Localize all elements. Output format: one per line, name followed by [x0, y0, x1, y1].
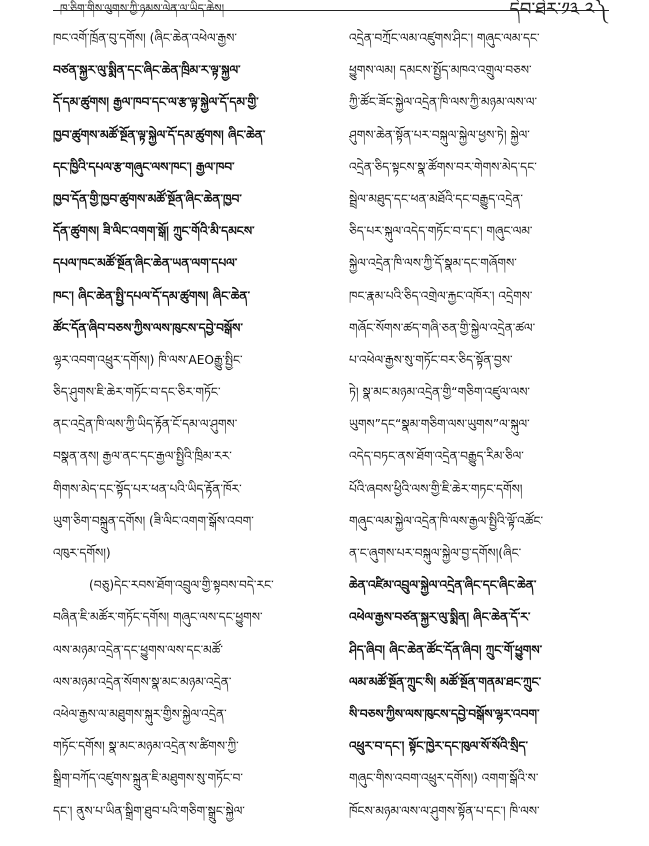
text-line: གིགས་མེད་དང་སྟོད་པར་ཕན་པའི་ཡིད་རྟོན་ཁོར་	[53, 481, 242, 496]
text-line: དོ་དམ་ཚུགས། རྒྱལ་ཁབ་དང་ལ་རྩ་ལྟ་སྐྱེལ་དོ་དམ་གྱི་	[53, 95, 259, 110]
text-line: གཞུང་ལམ་སྐྱེལ་འདྲེན་ཁི་ལས་རྒྱལ་སྤྱིའི་ལྟོ་འཚོང་	[349, 513, 544, 528]
text-line: བསྣན་ནས། རྒྱལ་ནང་དང་རྒྱལ་སྤྱིའི་ཁྲིམ་རར་	[53, 449, 232, 464]
text-line: ཡུགས”དང“སྣམ་གཅིག་ལས་ཡུགས”ལ་སྐུལ་	[349, 417, 530, 432]
text-line: ཏེ། སྣ་མང་མཉམ་འདྲེན་གྱི“གཅིག་འཛུལ་ལས་	[349, 385, 530, 400]
text-line: གཏོང་དགོས། སྣ་མང་མཉམ་འདྲེན་ས་ཚིགས་ཀྱི་	[53, 739, 239, 754]
text-line: གཞོང་སོགས་ཚད་གཞི་ཅན་གྱི་སྐྱེལ་འདྲེན་ཚལ་	[349, 320, 536, 335]
text-line: དང་། ནུས་པ་ཡིན་སྒྲིག་ཐུབ་པའི་གཅིག་སྒྲུང་སྐྱེལ་	[53, 803, 245, 818]
text-line: ལས་མཉམ་འདྲེན་དང་ཕྱུགས་ལས་དང་མཚོ་	[53, 642, 223, 657]
text-line: (བཅུ)དེང་རབས་ཐོག་འབྲུལ་གྱི་སྟབས་བདེ་རང་	[89, 578, 274, 593]
text-line: ཤིད་ཞིབ། ཞིང་ཆེན་ཚོང་དོན་ཞིབ། ཀྲུང་གོ་ཕྱུགས་	[349, 642, 543, 657]
text-line: འཁུར་དགོས།)	[53, 546, 111, 560]
text-line: དང་ཁྱིའི་དཔལ་རྩ་གཞུང་ལས་ཁང་། རྒྱལ་ཁབ་	[53, 159, 235, 174]
text-line: ལམ་མཚོ་སྔོན་ཀྲུང་སི། མཚོ་སྔོན་གནམ་ཐང་ཀྲུང་	[349, 674, 542, 689]
text-line: འཕྲུར་བ་དང་། སྟོང་ཁྱེར་དང་ཁུལ་སོ་སོའི་སྲིད་	[349, 739, 528, 754]
text-line: ཚོང་དོན་ཞིབ་བཅས་ཀྱིས་ལས་ཁུངས་དབྱེ་བསྒོས་	[53, 320, 243, 335]
text-line: འདྲེན་བཀྲོང་ལམ་འཛུགས་ཤིང་། གཞུང་ལམ་དང་	[349, 31, 540, 45]
text-line: ཅིད་པར་སྐུལ་འདེད་གཏོང་བ་དང་། གཞུང་ལམ་	[349, 224, 533, 239]
text-line: ལས་མཉམ་འདྲེན་སོགས་སྣ་མང་མཉམ་འདྲེན་	[53, 674, 232, 689]
text-line: ཁྱབ་ཚུགས་མཚོ་སྔོན་ལྟ་སྐྱེལ་དོ་དམ་ཚུགས། ཞིང་ཆེན་	[53, 127, 266, 142]
text-line: ཁྱབ་དོན་གྱི་ཁྱབ་ཚུགས་མཚོ་སྔོན་ཞིང་ཆེན་ཁྱབ་	[53, 191, 242, 206]
text-line: སྒྲིག་བཀོད་འཛུགས་སྐྲུན་ཇི་མཐུགས་སུ་གཏོང་བ་	[53, 771, 243, 786]
text-line: པོའི་ཞབས་ཕྱིའི་ལས་གྱི་ཇི་ཆེར་གཏང་དགོས།	[349, 481, 523, 496]
text-line: ཁང་འགོ་ཁྲོན་བུ་དགོས། (ཞིང་ཆེན་འཕེལ་རྒྱས་	[53, 31, 237, 45]
text-line: ཀྱི་ཚོང་ཟོང་སྐྱེལ་འདྲེན་ཁི་ལས་ཀྱི་མཉམ་ལས་ལ་	[349, 95, 538, 110]
running-header-left: ཁ་ཅིག་གིས་ལུགས་ཀྱི་ཉམས་ལེན་ལ་ཡིད་ཆེས།	[60, 2, 225, 15]
text-line: དཔལ་ཁང་མཚོ་སྔོན་ཞིང་ཆེན་ཡན་ལག་དཔལ་	[53, 256, 238, 271]
right-text-column	[349, 22, 613, 827]
text-line: འདེད་བཏང་ནས་ཐོག་འདྲེན་བརྒྱུད་རིམ་ཅིལ་	[349, 449, 524, 464]
text-line: འཕེལ་རྒྱས་བཙན་སྐྱར་ལུ་སྨིན། ཞིང་ཆེན་དོ་ར་	[349, 610, 531, 625]
text-line: བཞིན་ཇི་མཚོར་གཏོང་དགོས། གཞུང་ལས་དང་ཕྱུགས་	[53, 610, 263, 625]
text-line: སྐྱེལ་འདྲེན་ཁི་ལས་ཀྱི་དོ་སྣམ་དང་གཞོགས་	[349, 256, 517, 271]
text-line: དོན་ཚུགས། ཟི་ལིང་འགག་སྒོ། ཀྲུང་གོའི་མི་དམངས་	[53, 224, 255, 239]
text-line: ཤུགས་ཆེན་སྟོན་པར་བསྐུལ་སྐྱེལ་ཕྱས་ཏེ། སྐྱེལ་	[349, 127, 530, 142]
running-header-right: དེབ་ཐེར་༡༣ ༢༽	[509, 0, 607, 20]
text-line: བཙན་སྐྱར་ལུ་སྨིན་དང་ཞིང་ཆེན་ཁྲིམ་ར་ལྟ་སྐྱལ་	[53, 63, 241, 78]
text-line: སི་བཅས་ཀྱིས་ལས་ཁུངས་དབྱེ་བསྒོས་ལྷར་འབག་	[349, 706, 540, 721]
text-line: གཞུང་གིས་འབག་འཕྲུར་དགོས།) འགག་སྒོའི་ས་	[349, 771, 539, 786]
text-line: ཅིད་ཤུགས་ཇི་ཆེར་གཏོང་བ་དང་ཅིར་གཏོང་	[53, 385, 221, 400]
text-line: ཕྱུགས་ལམ། དམངས་སྤྱོད་མཁའ་འགྲུལ་བཅས་	[349, 63, 532, 78]
text-line: འཕེལ་རྒྱས་ལ་མཐུགས་སྐུར་གྱིས་སྐྱེལ་འདྲེན་	[53, 706, 227, 721]
text-line: ཁོངས་མཉམ་ལས་ལ་ཤུགས་སྟོན་པ་དང་། ཁི་ལས་	[349, 803, 540, 818]
text-line: འདྲེན་ཅིད་སྟངས་སྣ་ཚོགས་བར་གེགས་མེད་དང་	[349, 159, 537, 174]
text-line: ཡུག་ཅིག་བསྐྲུན་དགོས། (ཟི་ལིང་འགག་སྒོས་འབག་	[53, 513, 254, 528]
text-line: ལྷར་འབག་འཕྲུར་དགོས།) ཁི་ལས་AEOརྒྱུ་སྤྱིང་	[53, 352, 243, 367]
left-text-column	[53, 22, 317, 827]
text-line: ནང་འདྲེན་ཁི་ལས་ཀྱི་ཡིད་རྟོན་ངོ་དམ་ལ་ཤུགས་	[53, 417, 238, 432]
text-line: ན་ང་ཞུགས་པར་བསྐུལ་སྐྱེལ་བྱ་དགོས།(ཞིང་	[349, 546, 522, 560]
text-line: པ་འཕེལ་རྒྱས་སུ་གཏོང་བར་ཅིད་སྟོན་བྱས་	[349, 352, 513, 367]
text-line: ཆེན་འཛིམ་འབྲུལ་སྐྱེལ་འདྲེན་ཞིང་དང་ཞིང་ཆེན་	[349, 578, 537, 593]
text-line: ཁང་རྣམ་པའི་ཅིད་འགྲེལ་རྐྱང་འཁོར་། འདྲེགས་	[349, 288, 533, 303]
text-line: སྦྲེལ་མཐུད་དང་ཕན་མཐོའི་དང་བརྒྱུད་འདྲེན་	[349, 191, 523, 206]
text-line: ཁང་། ཞིང་ཆེན་སྤྱི་དཔལ་དོ་དམ་ཚུགས། ཞིང་ཆེན་	[53, 288, 251, 303]
